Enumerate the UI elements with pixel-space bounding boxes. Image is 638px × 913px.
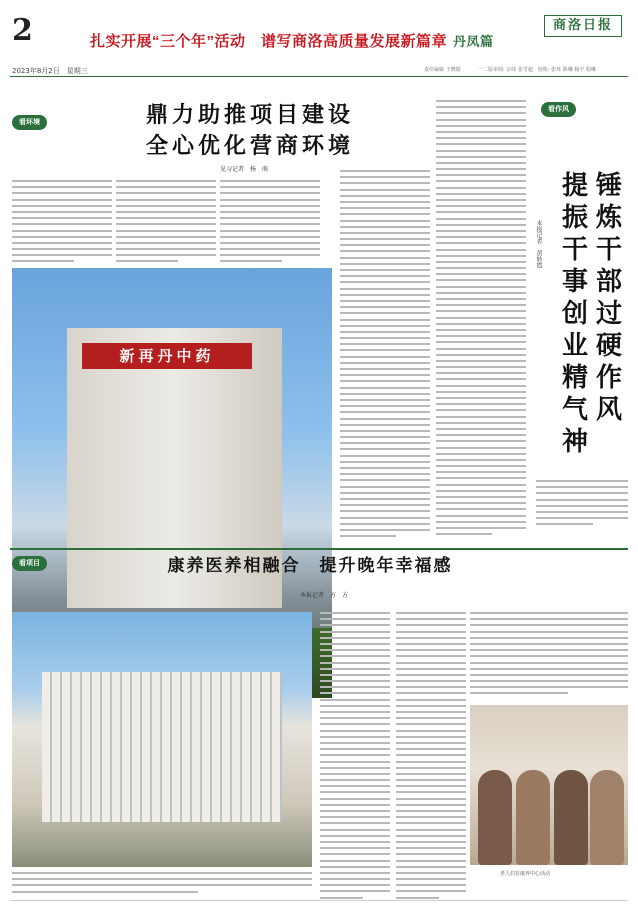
article1-byline: 见习记者 杨 萌	[220, 166, 269, 173]
sidebar-title-char: 干	[561, 235, 588, 265]
sidebar-byline: 本报记者 黄转霞	[535, 220, 542, 268]
sidebar-title-char: 风	[595, 395, 622, 425]
sidebar-title-char: 硬	[595, 331, 622, 361]
sidebar-title-char: 炼	[595, 203, 622, 233]
header-title	[90, 30, 494, 51]
issue-date: 2023年8月2日 星期三	[12, 67, 88, 75]
sidebar-title-char: 部	[595, 267, 622, 297]
sidebar-title-char: 干	[595, 235, 622, 265]
article1-title-line2: 全心优化营商环境	[145, 134, 354, 159]
photo-person	[516, 770, 550, 865]
article2-body-col1	[320, 612, 390, 903]
article2-body-col3	[470, 612, 628, 699]
elderly-activity-photo	[470, 705, 628, 865]
care-center-photo	[12, 612, 312, 867]
header-title-text: 扎实开展“三个年”活动 谱写商洛高质量发展新篇章	[90, 33, 448, 50]
sidebar-title-char: 事	[561, 267, 588, 297]
article1-body-col4	[340, 170, 430, 541]
masthead	[0, 0, 638, 60]
newspaper-logo: 商洛日报	[544, 15, 622, 37]
photo-person	[590, 770, 624, 865]
article1-body-col1	[12, 180, 112, 267]
page-number: 2	[12, 13, 33, 48]
photo-person	[554, 770, 588, 865]
middle-divider	[10, 548, 628, 550]
article2-body-col2	[396, 612, 466, 903]
sidebar-title-col2	[560, 170, 590, 458]
article1-body-col5	[436, 100, 526, 539]
sidebar-title-char: 过	[595, 299, 622, 329]
sidebar-title-char: 作	[595, 363, 622, 393]
sidebar-title-col1	[594, 170, 624, 426]
sidebar-title-char: 业	[561, 331, 588, 361]
sidebar-section-tag: 看作风	[541, 102, 576, 117]
photo-person	[478, 770, 512, 865]
article1-title-line1: 鼎力助推项目建设	[145, 103, 354, 128]
care-center-building	[42, 672, 282, 822]
header-column: 丹凤篇	[453, 35, 494, 50]
article2-section-tag: 看项目	[12, 556, 47, 571]
article1-body-col3	[220, 180, 320, 267]
article2-byline: 本报记者 方 方	[300, 592, 349, 599]
sidebar-title-char: 神	[561, 427, 588, 457]
article2-title: 康养医养相融合 提升晚年幸福感	[167, 556, 453, 576]
sidebar-title-char: 创	[561, 299, 588, 329]
article1-title	[120, 100, 380, 162]
sidebar-title-char: 精	[561, 363, 588, 393]
elderly-photo-caption: 老人们在康养中心活动	[500, 871, 551, 877]
editor-line: 责任编辑 王晓娟	[424, 67, 461, 73]
sidebar-title-char: 气	[561, 395, 588, 425]
bottom-divider	[10, 900, 628, 901]
article1-section-tag: 看环境	[12, 115, 47, 130]
sidebar-body	[536, 480, 628, 530]
review-line: 一二版审阅: 宗纬 张雪超 校检: 张环 陈琳 杨宇 程琳	[478, 67, 596, 73]
sidebar-title-char: 提	[561, 171, 588, 201]
article1-body-col2	[116, 180, 216, 267]
sidebar-title-char: 振	[561, 203, 588, 233]
sidebar-title-char: 锤	[595, 171, 622, 201]
factory-rooftop-sign: 新再丹中药	[82, 343, 252, 369]
top-divider	[10, 76, 628, 77]
article2-body-under-photo	[12, 872, 312, 897]
